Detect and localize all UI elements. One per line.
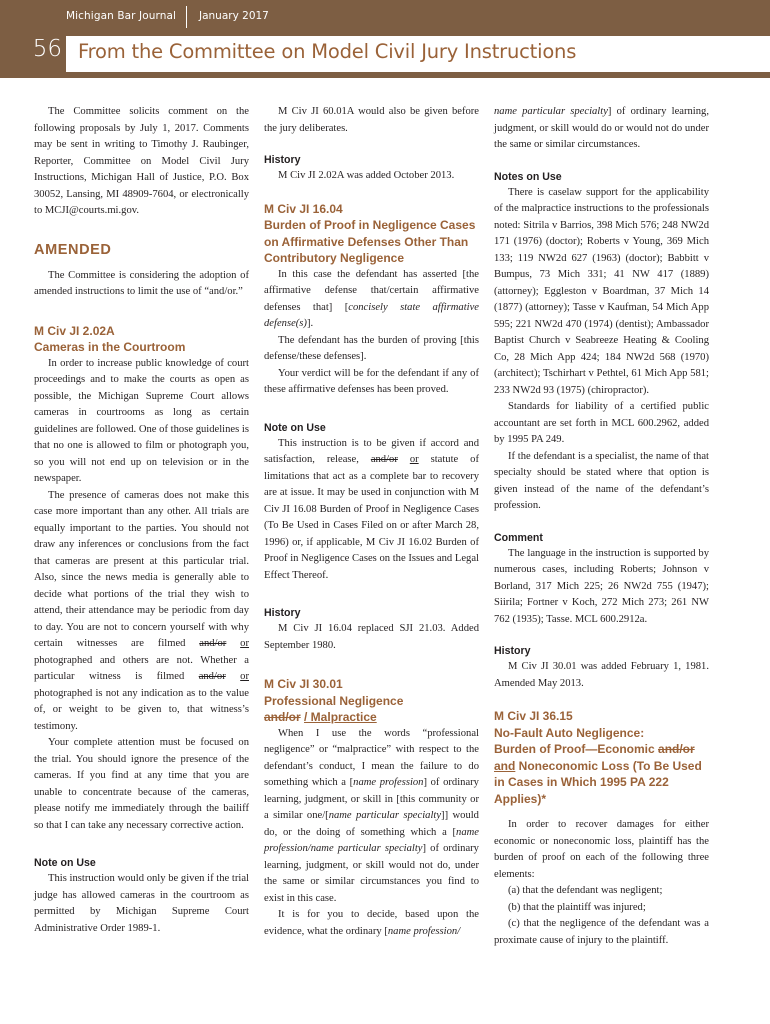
- body-paragraph: Your verdict will be for the defendant if any of these affirmative defenses has been proved.: [264, 367, 479, 395]
- instruction-title: Burden of Proof in Negligence Cases: [264, 218, 476, 232]
- column-1: [34, 104, 249, 937]
- body-paragraph: M Civ JI 60.01A would also be given before the jury deliberates.: [264, 106, 479, 134]
- comment-heading: Comment: [494, 531, 543, 544]
- page-number-box: [0, 32, 66, 72]
- instruction-code: M Civ JI 30.01: [264, 677, 343, 691]
- instruction-code: M Civ JI 16.04: [264, 201, 343, 216]
- inserted-text: and: [494, 758, 516, 773]
- note-paragraph: This instruction would only be given if the trial judge has allowed cameras in the courtroom as permitted by Michigan Supreme Court Administrative Order 1989-1.: [34, 873, 249, 934]
- note-heading: Note on Use: [34, 857, 96, 869]
- history-heading: History: [494, 645, 531, 657]
- amended-heading: AMENDED: [34, 241, 112, 258]
- body-paragraph: When I use the words “professional negligence” or “malpractice” with respect to the defendant’s conduct, I mean the failure to do something which a [name profession] of ordinary learning, judgment, or skill in [this community or a similar one/[name particular specialty]] would do, or the doing of something which a [name profession/name particular specialty] of ordinary learning, judgment, or skill would not do, under the same or similar circumstances you find to exist in this case.: [264, 727, 479, 904]
- struck-text: and/or: [264, 710, 301, 724]
- notes-paragraph: Standards for liability of a certified public accountant are set forth in MCL 600.2962, added by 1995 PA 249.: [494, 401, 709, 445]
- inserted-text: or: [409, 454, 419, 465]
- instruction-title: Contributory Negligence: [264, 251, 405, 265]
- body-paragraph: In order to recover damages for either economic or noneconomic loss, plaintiff has the burden of proof on each of the following three elements:: [494, 819, 709, 880]
- body-paragraph: The presence of cameras does not make this case more important than any other. All trials are equally important to the parties. You should not draw any inferences or conclusions from the fact that cameras are present at this particular trial. Also, since the news media is generally able to decide what portions of the trial they wish to attend, their attendance may be periodic from day to day. You are not to concern yourself with why certain witnesses are filmed and/or or photographed and others are not. Whether a particular witness is filmed and/or or photographed is not any indication as to the value of, or weight to be given to, that witness’s testimony.: [34, 489, 249, 732]
- page-number: 56: [32, 36, 62, 62]
- issue-date: January 2017: [199, 10, 269, 22]
- struck-text: and/or: [199, 638, 227, 649]
- body-paragraph: It is for you to decide, based upon the evidence, what the ordinary [name profession/: [264, 909, 479, 937]
- element-item: (b) that the plaintiff was injured;: [508, 901, 646, 913]
- struck-text: and/or: [370, 454, 398, 465]
- instruction-code: M Civ JI 36.15: [494, 709, 573, 723]
- instruction-title: [264, 709, 479, 726]
- instruction-title: No-Fault Auto Negligence:: [494, 725, 645, 740]
- instruction-title: on Affirmative Defenses Other Than: [264, 234, 469, 249]
- instruction-title: Cameras in the Courtroom: [34, 340, 186, 354]
- comment-paragraph: The language in the instruction is supported by numerous cases, including Roberts; Johnson v Borland, 317 Mich 225; 26 NW2d 755 (1947); Siirila; Fortner v Koch, 272 Mich 273; 261 NW 762 (1935); Tasse. MCL 600.2912a.: [494, 547, 709, 625]
- body-paragraph: Your complete attention must be focused on the trial. You should ignore the presence of the cameras. If you find at any time that you are unable to concentrate because of the cameras, please notify me immediately through the bailiff so that I can take any necessary corrective action.: [34, 737, 249, 831]
- inserted-text: or: [240, 638, 249, 649]
- body-paragraph: The defendant has the burden of proving [this defense/these defenses].: [264, 334, 479, 362]
- element-item: (c) that the negligence of the defendant was a proximate cause of injury to the plaintiff.: [494, 918, 709, 946]
- body-paragraph: In order to increase public knowledge of court proceedings and to make the courts as open as possible, the Michigan Supreme Court allows cameras in courtrooms as long as certain guidelines are followed. One of those guidelines is that no one is allowed to film or photograph you, so you will not end up on television or in the newspaper.: [34, 357, 249, 484]
- history-heading: History: [264, 607, 301, 619]
- notes-paragraph: There is caselaw support for the applicability of the malpractice instructions to the professionals noted: Sitrila v Barrios, 398 Mich 576; 248 NW2d 171 (1976) (doctor); Roberts v Young, 369 Mich 133; 119 NW2d 627 (1963) (doctor); Babbitt v Bumpus, 73 Mich 331; 41 NW 417 (1889) (attorney); Eggleston v Boardman, 37 Mich 14 (1877) (attorney); Tasse v Kaufman, 54 Mich App 595; 221 NW2d 470 (1974) (dentist); Ambassador Baptist Church v Seabreeze Heating & Cooling Co, 28 Mich App 424; 184 NW2d 568 (1970) (architect); Tschirhart v Pethtel, 61 Mich App 581; 233 NW2d 93 (1975) (chiropractor).: [494, 186, 709, 396]
- column-3: [494, 104, 709, 949]
- intro-paragraph: The Committee solicits comment on the following proposals by July 1, 2017. Comments may be sent in writing to Timothy J. Raubinger, Reporter, Committee on Model Civil Jury Instructions, Michigan Hall of Justice, P.O. Box 30052, Lansing, MI 48909-7604, or electronically to MCJI@courts.mi.gov.: [34, 106, 249, 216]
- journal-name: Michigan Bar Journal: [66, 10, 177, 22]
- instruction-title: Professional Negligence: [264, 693, 404, 708]
- struck-text: and/or: [658, 742, 695, 756]
- instruction-title: Burden of Proof—Economic and/or and Noneconomic Loss (To Be Used in Cases in Which 1995 PA 222 Applies)*: [494, 742, 702, 806]
- note-paragraph: This instruction is to be given if accord and satisfaction, release, and/or or statute of limitations that act as a complete bar to recovery are at issue. It may be used in conjunction with M Civ JI 16.08 Burden of Proof in Negligence Cases (To Be Used in Cases Filed on or after March 28, 1996) or, if applicable, M Civ JI 16.02 Burden of Proof in Negligence Cases on the Issues and Legal Effect Thereof.: [264, 437, 479, 581]
- history-paragraph: M Civ JI 30.01 was added February 1, 1981. Amended May 2013.: [494, 661, 709, 689]
- history-paragraph: M Civ JI 16.04 replaced SJI 21.03. Added September 1980.: [264, 623, 479, 651]
- section-title: From the Committee on Model Civil Jury Instructions: [78, 40, 577, 63]
- element-item: (a) that the defendant was negligent;: [508, 885, 663, 896]
- column-2: [264, 104, 479, 940]
- body-paragraph: In this case the defendant has asserted [the affirmative defense that/certain affirmative defenses that] [concisely state affirmative defense(s)].: [264, 268, 479, 329]
- inserted-text: / Malpractice: [304, 710, 377, 724]
- section-bar: [66, 36, 770, 72]
- instruction-code: M Civ JI 2.02A: [34, 323, 115, 338]
- header-divider: [186, 6, 187, 28]
- struck-text: and/or: [198, 671, 226, 682]
- history-heading: History: [264, 154, 301, 166]
- note-heading: Note on Use: [264, 421, 326, 434]
- inserted-text: or: [240, 671, 249, 682]
- notes-heading: Notes on Use: [494, 170, 562, 183]
- amended-paragraph: The Committee is considering the adoption of amended instructions to limit the use of “and/or.”: [34, 269, 249, 297]
- notes-paragraph: If the defendant is a specialist, the name of that specialty should be stated where that option is given instead of the name of the defendant’s profession.: [494, 450, 709, 511]
- body-paragraph: name particular specialty] of ordinary learning, judgment, or skill would do or would not do under the same or similar circumstances.: [494, 106, 709, 150]
- history-paragraph: M Civ JI 2.02A was added October 2013.: [278, 170, 455, 181]
